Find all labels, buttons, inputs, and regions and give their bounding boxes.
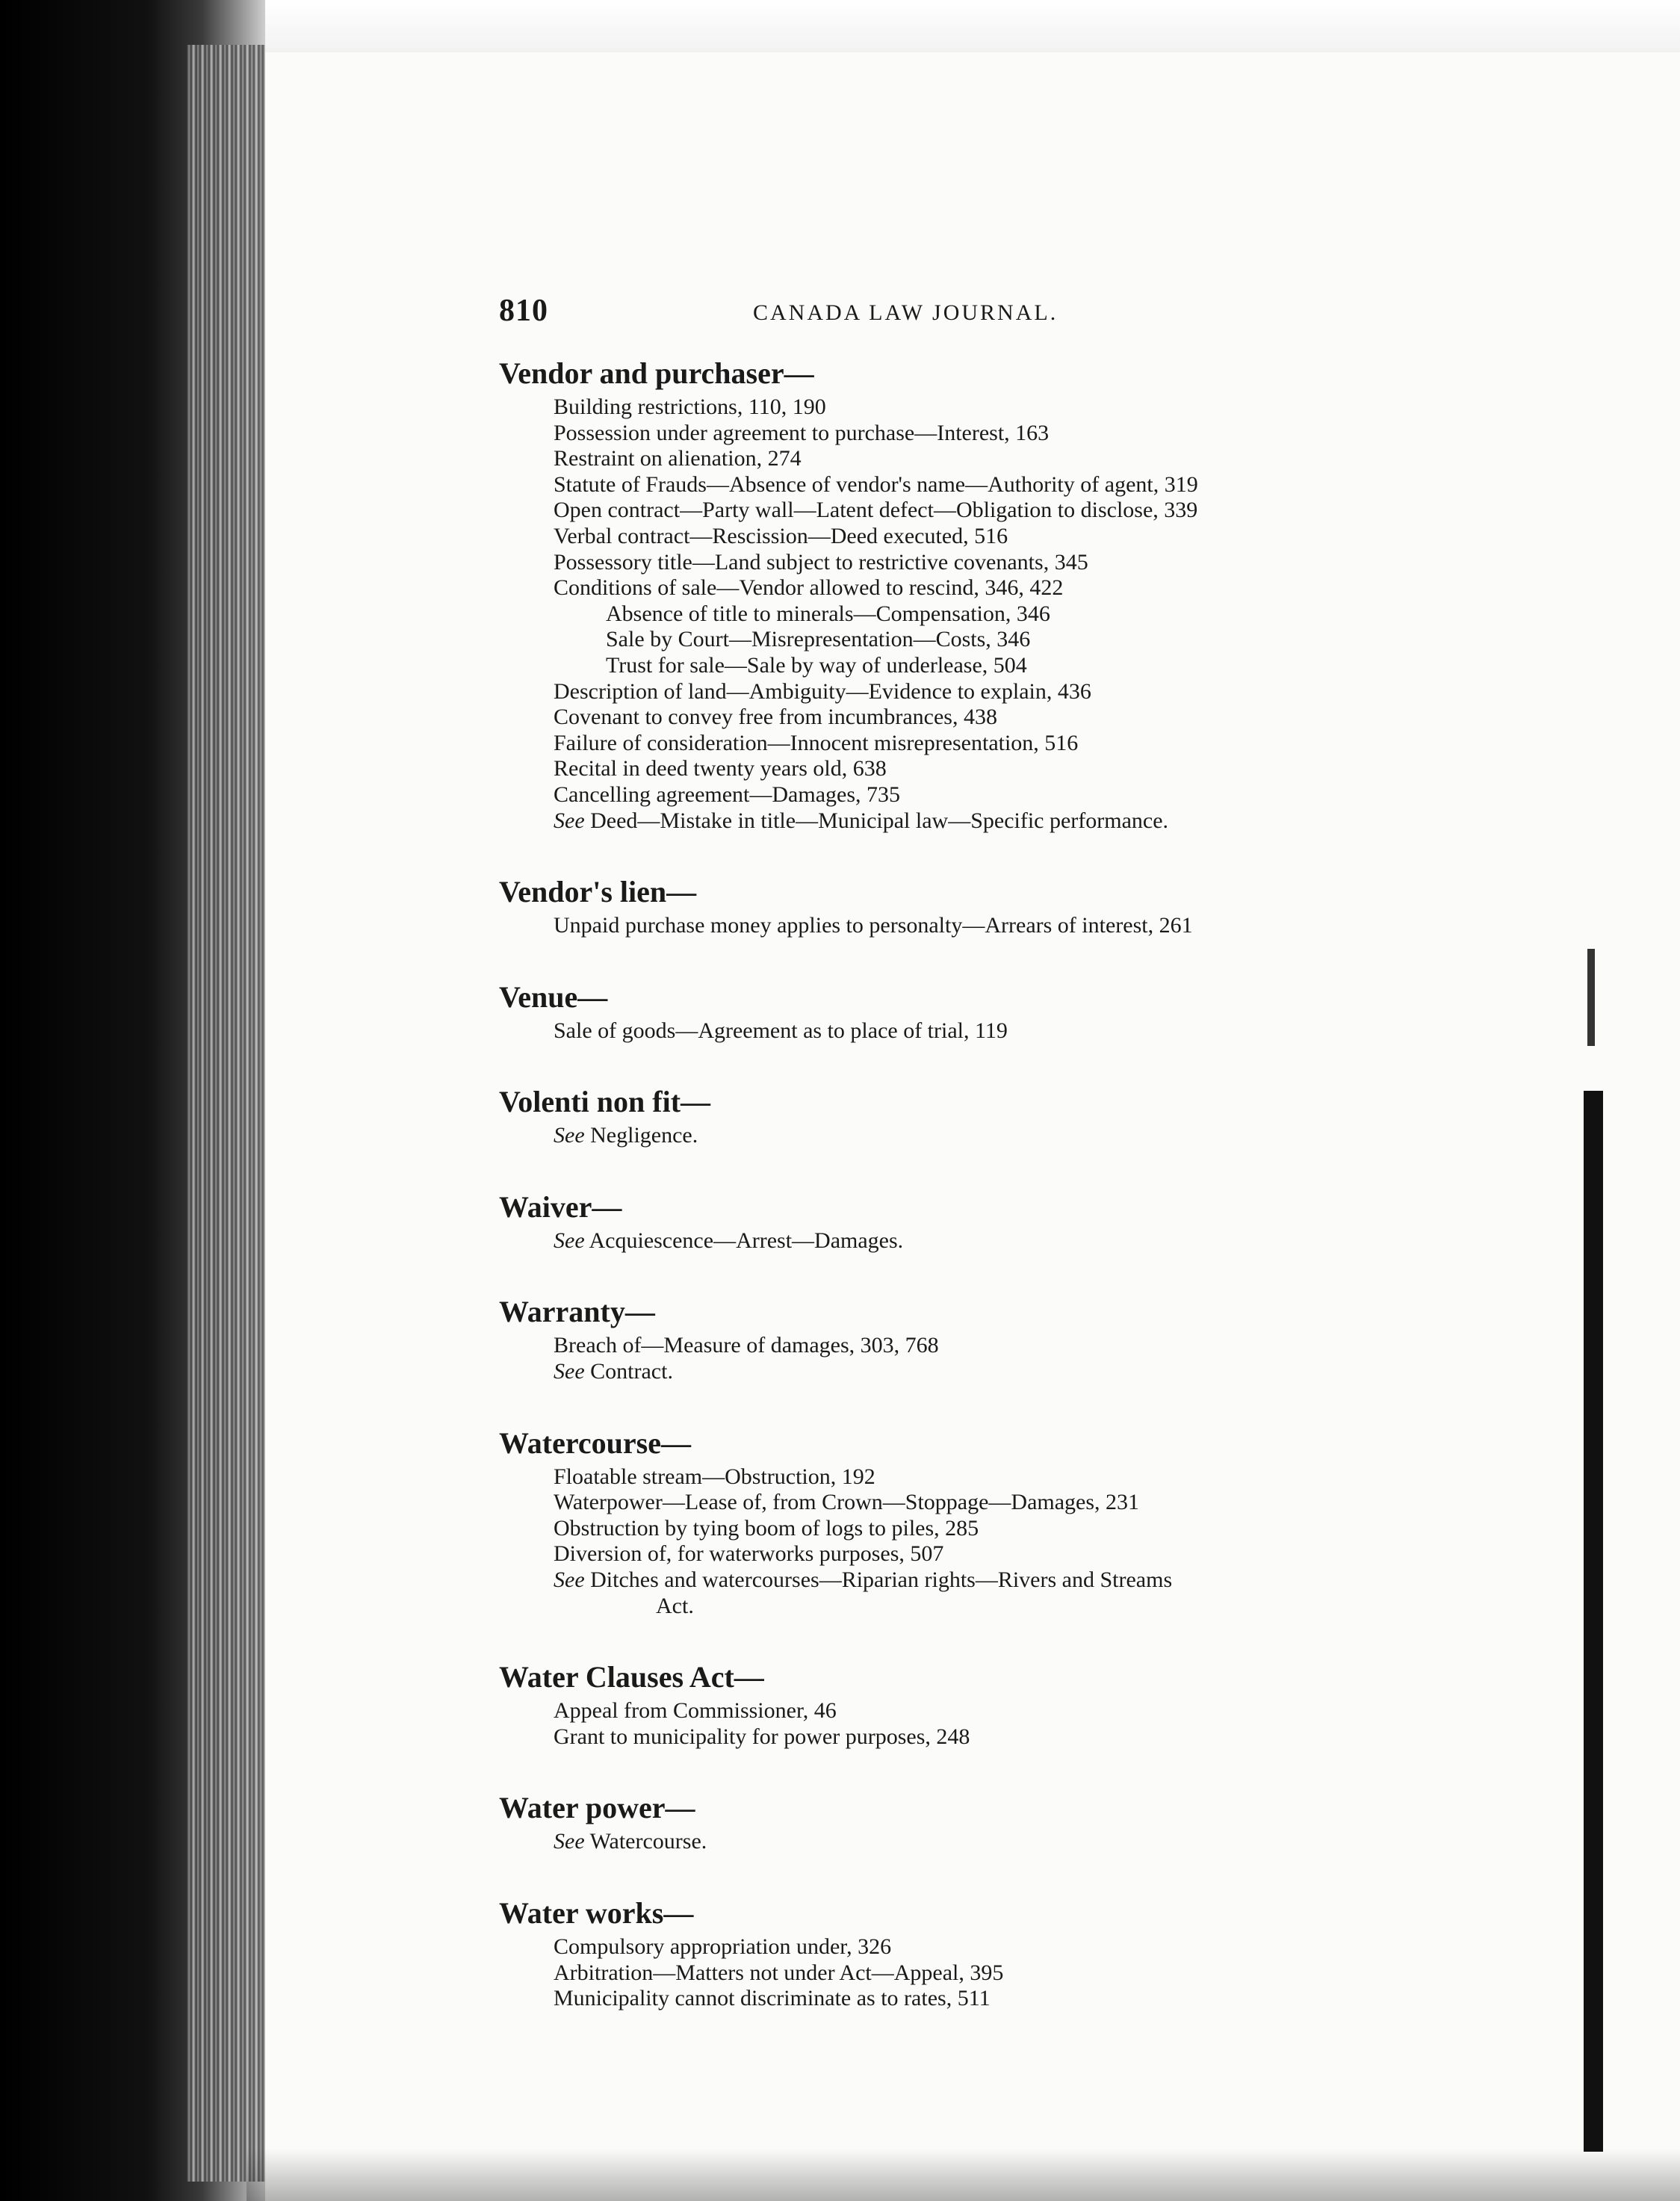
entry-heading: Watercourse— (499, 1425, 691, 1460)
paper-top-margin (265, 0, 1680, 52)
scan-artifact-bar (1584, 1091, 1603, 2152)
entry-line (499, 705, 1575, 731)
entry-line-text: Cancelling agreement—Damages, 735 (554, 781, 901, 807)
entry-line-text: Ditches and watercourses—Riparian rights—Rivers and Streams (590, 1567, 1173, 1593)
entry-line (499, 1516, 1575, 1542)
entry-line-text: Compulsory appropriation under, 326 (554, 1934, 892, 1959)
see-reference-label: See (554, 1829, 585, 1854)
entry-line (499, 679, 1575, 705)
see-reference-label: See (554, 1123, 585, 1148)
see-reference-label: See (554, 1567, 585, 1593)
entry-line (499, 1018, 1575, 1044)
entry-line-text: Unpaid purchase money applies to personalty—Arrears of interest, 261 (554, 913, 1193, 938)
entry-heading: Volenti non fit— (499, 1085, 711, 1119)
see-reference-label: See (554, 808, 585, 833)
entry-line-text: Possession under agreement to purchase—Interest, 163 (554, 420, 1050, 445)
entry-line (499, 524, 1575, 550)
index-entries (499, 354, 1575, 2012)
entry-line-text: Restraint on alienation, 274 (554, 446, 802, 471)
entry-line (499, 808, 1575, 835)
entry-line-text: Building restrictions, 110, 190 (554, 394, 826, 419)
entry-line-text: Conditions of sale—Vendor allowed to rescind, 346, 422 (554, 575, 1064, 601)
entry-line-text: Diversion of, for waterworks purposes, 507 (554, 1541, 944, 1567)
entry-line (499, 1986, 1575, 2012)
entry-line (499, 1960, 1575, 1987)
entry-line (499, 421, 1575, 447)
entry-line (499, 627, 1575, 653)
entry-heading: Waiver— (499, 1189, 622, 1224)
index-entry (499, 1293, 1575, 1384)
entry-line (499, 446, 1575, 472)
entry-line-text: Covenant to convey free from incumbrances, 438 (554, 705, 997, 730)
entry-line-text: Deed—Mistake in title—Municipal law—Specific performance. (590, 808, 1169, 833)
entry-line (499, 1359, 1575, 1385)
entry-line-text: Waterpower—Lease of, from Crown—Stoppage—Damages, 231 (554, 1490, 1140, 1515)
entry-line-text: Verbal contract—Rescission—Deed executed, 516 (554, 523, 1008, 548)
entry-line-text: Contract. (590, 1359, 673, 1384)
entry-line-text: Statute of Frauds—Absence of vendor's name—Authority of agent, 319 (554, 471, 1198, 497)
running-head: CANADA LAW JOURNAL. (753, 300, 1058, 325)
index-entry (499, 978, 1575, 1044)
entry-line-text: Appeal from Commissioner, 46 (554, 1698, 837, 1724)
page-content (499, 293, 1575, 2051)
entry-line (499, 1228, 1575, 1254)
index-entry (499, 1658, 1575, 1750)
book-page-edges (187, 45, 269, 2182)
entry-line (499, 1594, 1575, 1620)
entry-line (499, 731, 1575, 757)
see-reference-label: See (554, 1359, 585, 1384)
entry-line (499, 653, 1575, 679)
index-entry (499, 1083, 1575, 1149)
entry-line (499, 1829, 1575, 1855)
entry-line-text: Breach of—Measure of damages, 303, 768 (554, 1333, 939, 1358)
entry-line (499, 498, 1575, 524)
entry-heading: Water Clauses Act— (499, 1660, 764, 1694)
entry-heading: Water power— (499, 1791, 695, 1825)
entry-line-text: Absence of title to minerals—Compensation, 346 (606, 601, 1050, 626)
scan-artifact-top (1587, 949, 1595, 1046)
entry-line (499, 575, 1575, 601)
index-entry (499, 1424, 1575, 1620)
entry-heading: Warranty— (499, 1295, 655, 1329)
entry-line-text: Failure of consideration—Innocent misrepresentation, 516 (554, 730, 1079, 755)
page-number: 810 (499, 294, 548, 328)
entry-line-text: Watercourse. (589, 1829, 707, 1854)
entry-line-text: Trust for sale—Sale by way of underlease, 504 (606, 652, 1027, 678)
see-reference-label: See (554, 1228, 585, 1253)
entry-line-text: Sale of goods—Agreement as to place of trial, 119 (554, 1018, 1008, 1043)
entry-line (499, 1464, 1575, 1490)
entry-heading: Vendor and purchaser— (499, 356, 814, 390)
entry-line-text: Floatable stream—Obstruction, 192 (554, 1464, 875, 1489)
entry-line (499, 1541, 1575, 1567)
entry-line (499, 601, 1575, 628)
entry-line (499, 1724, 1575, 1750)
entry-line (499, 550, 1575, 576)
entry-line (499, 1567, 1575, 1594)
entry-line-text: Description of land—Ambiguity—Evidence to explain, 436 (554, 678, 1091, 704)
entry-line (499, 756, 1575, 782)
entry-line-text: Act. (656, 1593, 694, 1618)
entry-line (499, 1333, 1575, 1359)
entry-line-text: Acquiescence—Arrest—Damages. (589, 1228, 904, 1253)
page-header (499, 293, 1575, 336)
entry-line-text: Sale by Court—Misrepresentation—Costs, 346 (606, 627, 1031, 652)
entry-line (499, 394, 1575, 421)
index-entry (499, 1894, 1575, 2012)
entry-line-text: Negligence. (590, 1123, 698, 1148)
entry-line (499, 1934, 1575, 1960)
entry-line (499, 1123, 1575, 1149)
index-entry (499, 873, 1575, 939)
page-bottom-shadow (247, 2149, 1680, 2201)
entry-line-text: Municipality cannot discriminate as to rates, 511 (554, 1986, 991, 2011)
entry-heading: Water works— (499, 1896, 694, 1930)
entry-line-text: Obstruction by tying boom of logs to piles, 285 (554, 1515, 979, 1541)
entry-heading: Venue— (499, 979, 608, 1014)
entry-line-text: Recital in deed twenty years old, 638 (554, 756, 887, 781)
entry-line-text: Grant to municipality for power purposes, 248 (554, 1724, 970, 1749)
entry-line (499, 913, 1575, 939)
entry-line (499, 472, 1575, 498)
index-entry (499, 1188, 1575, 1254)
entry-line (499, 1490, 1575, 1516)
entry-heading: Vendor's lien— (499, 875, 697, 909)
entry-line (499, 1698, 1575, 1724)
index-entry (499, 1789, 1575, 1855)
entry-line (499, 782, 1575, 808)
entry-line-text: Possessory title—Land subject to restrictive covenants, 345 (554, 549, 1088, 575)
entry-line-text: Arbitration—Matters not under Act—Appeal, 395 (554, 1960, 1004, 1985)
entry-line-text: Open contract—Party wall—Latent defect—Obligation to disclose, 339 (554, 498, 1198, 523)
index-entry (499, 354, 1575, 834)
